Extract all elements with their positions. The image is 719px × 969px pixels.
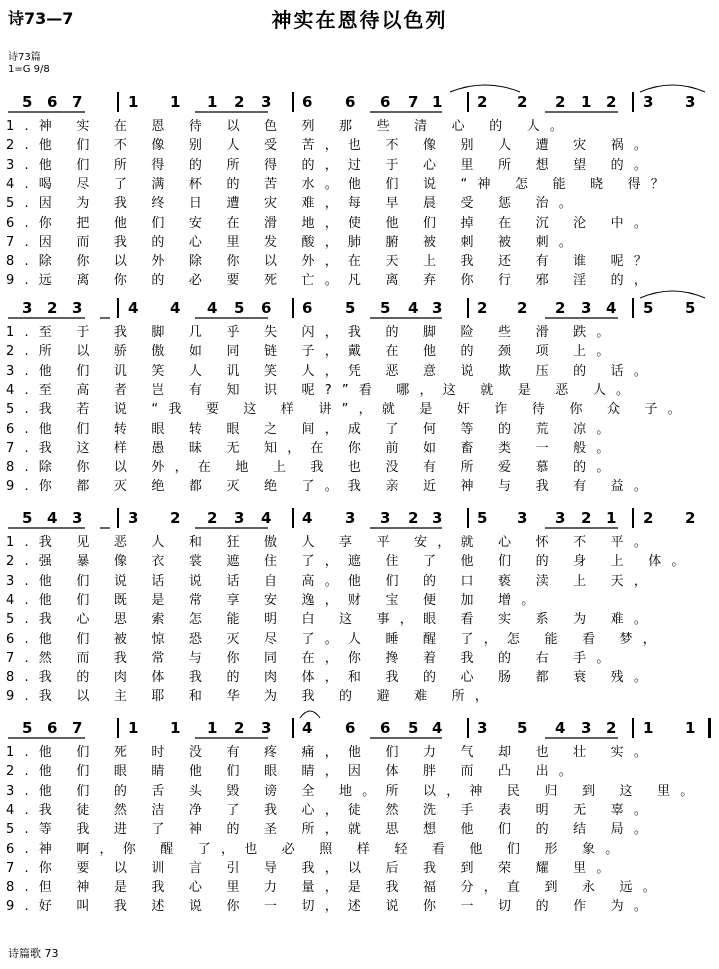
- note: 1: [207, 93, 218, 111]
- note: 5: [517, 719, 528, 737]
- note: 4: [170, 299, 181, 317]
- note: 3: [261, 719, 272, 737]
- note: 6: [380, 719, 391, 737]
- note: 1: [128, 93, 139, 111]
- note: 7: [72, 719, 83, 737]
- bar-line: [632, 508, 634, 528]
- bar-line: [467, 508, 469, 528]
- note: 3: [380, 509, 391, 527]
- note: 6: [47, 93, 58, 111]
- note: 2: [477, 93, 488, 111]
- tie-arc: [300, 711, 320, 718]
- note: 1: [170, 93, 181, 111]
- note: 2: [517, 299, 528, 317]
- lyric-line: 7.你 要 以 训 言 引 导 我，以 后 我 到 荣 耀 里。: [6, 860, 620, 876]
- note: 2: [581, 509, 592, 527]
- song-title: 神实在恩待以色列: [271, 8, 448, 32]
- note: 2: [234, 93, 245, 111]
- note: 6: [47, 719, 58, 737]
- lyric-line: 5.等 我 进 了 神 的 圣 所，就 思 想 他 们 的 结 局。: [6, 822, 658, 838]
- lyric-line: 2.他 们 不 像 别 人 受 苦，也 不 像 别 人 遭 灾 祸。: [6, 138, 658, 154]
- lyric-line: 7.然 而 我 常 与 你 同 在，你 搀 着 我 的 右 手。: [6, 650, 620, 666]
- note: 1: [170, 719, 181, 737]
- note: 3: [72, 299, 83, 317]
- lyric-line: 5.因 为 我 终 日 遭 灾 难，每 早 晨 受 惩 治。: [6, 196, 582, 212]
- bar-line: [117, 508, 119, 528]
- note: 3: [581, 719, 592, 737]
- note: 3: [234, 509, 245, 527]
- lyric-line: 1.至 于 我 脚 几 乎 失 闪，我 的 脚 险 些 滑 跌。: [6, 325, 620, 340]
- lyric-line: 2.他 们 眼 睛 他 们 眼 睛，因 体 胖 而 凸 出。: [6, 764, 582, 780]
- lyric-line: 1.他 们 死 时 没 有 疼 痛，他 们 力 气 却 也 壮 实。: [6, 745, 658, 760]
- bar-line: [292, 92, 294, 112]
- tie-arc: [640, 291, 705, 298]
- notation-line: [10, 298, 710, 318]
- bar-line: [292, 298, 294, 318]
- lyric-line: 4.他 们 既 是 常 享 安 逸，财 宝 便 加 增。: [6, 592, 545, 608]
- note: 5: [22, 93, 33, 111]
- note: 3: [345, 509, 356, 527]
- note: 5: [408, 719, 419, 737]
- tie-arc: [450, 85, 520, 92]
- lyric-line: 4.我 徒 然 洁 净 了 我 心，徒 然 洗 手 表 明 无 辜。: [6, 802, 658, 818]
- note: 6: [302, 93, 313, 111]
- note: 2: [643, 509, 654, 527]
- lyric-line: 9.你 都 灭 绝 都 灭 绝 了。我 亲 近 神 与 我 有 益。: [6, 479, 658, 495]
- note: 1: [643, 719, 654, 737]
- page-footer: 诗篇歌 73: [8, 947, 59, 960]
- bar-line: [467, 298, 469, 318]
- note: 3: [432, 299, 443, 317]
- note: 6: [302, 299, 313, 317]
- lyric-line: 6.你 把 他 们 安 在 滑 地，使 他 们 掉 在 沉 沦 中。: [6, 215, 658, 231]
- note: 2: [47, 299, 58, 317]
- psalm-reference: 诗73篇: [8, 52, 41, 63]
- note: 4: [555, 719, 566, 737]
- bar-line: [117, 92, 119, 112]
- lyric-line: 9.好 叫 我 述 说 你 一 切，述 说 你 一 切 的 作 为。: [6, 899, 658, 915]
- note: 4: [128, 299, 139, 317]
- note: 5: [22, 719, 33, 737]
- bar-line: [467, 92, 469, 112]
- note: 3: [555, 509, 566, 527]
- lyric-line: 1.神 实 在 恩 待 以 色 列 那 些 清 心 的 人。: [6, 119, 574, 134]
- lyric-line: 7.我 这 样 愚 昧 无 知，在 你 前 如 畜 类 一 般。: [6, 440, 620, 456]
- lyric-line: 3.他 们 所 得 的 所 得 的，过 于 心 里 所 想 望 的。: [6, 157, 658, 173]
- note: 3: [128, 509, 139, 527]
- note: 4: [207, 299, 218, 317]
- lyric-line: 3.他 们 的 舌 头 毁 谤 全 地。所 以，神 民 归 到 这 里。: [6, 783, 704, 799]
- note: 2: [234, 719, 245, 737]
- note: 5: [380, 299, 391, 317]
- note: 6: [380, 93, 391, 111]
- note: 4: [47, 509, 58, 527]
- lyric-line: 6.他 们 被 惊 恐 灭 尽 了。人 睡 醒 了，怎 能 看 梦，: [6, 631, 666, 647]
- note: 4: [261, 509, 272, 527]
- bar-line: [292, 718, 294, 738]
- score-id: 诗73—7: [8, 9, 74, 28]
- lyric-line: 4.至 高 者 岂 有 知 识 呢?”看 哪，这 就 是 恶 人。: [6, 382, 640, 398]
- note: 2: [606, 93, 617, 111]
- bar-line: [632, 92, 634, 112]
- note: 5: [477, 509, 488, 527]
- lyric-line: 4.喝 尽 了 满 杯 的 苦 水。他 们 说 “神 怎 能 晓 得？: [6, 176, 674, 192]
- note: 1: [207, 719, 218, 737]
- note: 3: [517, 509, 528, 527]
- note: 4: [302, 509, 313, 527]
- lyric-line: 5.我 心 思 索 怎 能 明 白 这 事，眼 看 实 系 为 难。: [6, 612, 658, 628]
- lyric-line: 9.我 以 主 耶 和 华 为 我 的 避 难 所，: [6, 689, 499, 705]
- note: 1: [606, 509, 617, 527]
- lyric-line: 2.所 以 骄 傲 如 同 链 子，戴 在 他 的 颈 项 上。: [6, 344, 620, 360]
- final-bar-line: [708, 718, 711, 738]
- lyric-line: 8.但 神 是 我 心 里 力 量，是 我 福 分，直 到 永 远。: [6, 880, 666, 896]
- note: 5: [643, 299, 654, 317]
- key-signature: 1=G 9/8: [8, 64, 50, 75]
- notation-line: [10, 92, 710, 112]
- note: 2: [685, 509, 696, 527]
- note: 5: [234, 299, 245, 317]
- note: 6: [345, 719, 356, 737]
- note: 3: [22, 299, 33, 317]
- lyric-line: 3.他 们 说 话 说 话 自 高。他 们 的 口 亵 渎 上 天，: [6, 573, 658, 589]
- note: 4: [606, 299, 617, 317]
- lyric-line: 2.强 暴 像 衣 裳 遮 住 了，遮 住 了 他 们 的 身 上 体。: [6, 554, 695, 570]
- note: 2: [606, 719, 617, 737]
- note: 3: [685, 93, 696, 111]
- note: 4: [408, 299, 419, 317]
- note: 1: [432, 93, 443, 111]
- note: 3: [72, 509, 83, 527]
- note: 3: [477, 719, 488, 737]
- note: 2: [555, 93, 566, 111]
- lyric-line: 3.他 们 讥 笑 人 讥 笑 人，凭 恶 意 说 欺 压 的 话。: [6, 363, 658, 379]
- note: 2: [408, 509, 419, 527]
- notation-line: [10, 718, 710, 738]
- note: 3: [643, 93, 654, 111]
- note: 5: [345, 299, 356, 317]
- bar-line: [632, 718, 634, 738]
- note: 3: [432, 509, 443, 527]
- lyric-line: 8.除 你 以 外 除 你 以 外，在 天 上 我 还 有 谁 呢？: [6, 254, 658, 270]
- note: 1: [685, 719, 696, 737]
- lyric-line: 6.他 们 转 眼 转 眼 之 间，成 了 何 等 的 荒 凉。: [6, 421, 620, 437]
- note: 2: [517, 93, 528, 111]
- lyric-line: 7.因 而 我 的 心 里 发 酸，肺 腑 被 刺 被 刺。: [6, 234, 582, 250]
- bar-line: [117, 718, 119, 738]
- note: 6: [261, 299, 272, 317]
- note: 2: [477, 299, 488, 317]
- note: 2: [207, 509, 218, 527]
- note: 7: [72, 93, 83, 111]
- lyric-line: 9.远 离 你 的 必 要 死 亡。凡 离 弃 你 行 邪 淫 的，: [6, 273, 658, 289]
- note: 7: [408, 93, 419, 111]
- bar-line: [117, 298, 119, 318]
- tie-arc: [640, 85, 705, 92]
- note: 2: [555, 299, 566, 317]
- note: 3: [261, 93, 272, 111]
- note: 6: [345, 93, 356, 111]
- note: 2: [170, 509, 181, 527]
- note: 4: [302, 719, 313, 737]
- lyric-line: 1.我 见 恶 人 和 狂 傲 人 享 平 安，就 心 怀 不 平。: [6, 535, 658, 550]
- note: 1: [581, 93, 592, 111]
- note: 5: [22, 509, 33, 527]
- bar-line: [292, 508, 294, 528]
- lyric-line: 8.除 你 以 外，在 地 上 我 也 没 有 所 爱 慕 的。: [6, 460, 620, 476]
- lyric-line: 5.我 若 说 “我 要 这 样 讲”，就 是 奸 诈 待 你 众 子。: [6, 402, 691, 418]
- note: 4: [432, 719, 443, 737]
- bar-line: [632, 298, 634, 318]
- lyric-line: 6.神 啊，你 醒 了，也 必 照 样 轻 看 他 们 形 象。: [6, 841, 629, 857]
- bar-line: [467, 718, 469, 738]
- note: 5: [685, 299, 696, 317]
- lyric-line: 8.我 的 肉 体 我 的 肉 体，和 我 的 心 肠 都 衰 残。: [6, 670, 658, 686]
- notation-line: [10, 508, 710, 528]
- note: 3: [581, 299, 592, 317]
- note: 1: [128, 719, 139, 737]
